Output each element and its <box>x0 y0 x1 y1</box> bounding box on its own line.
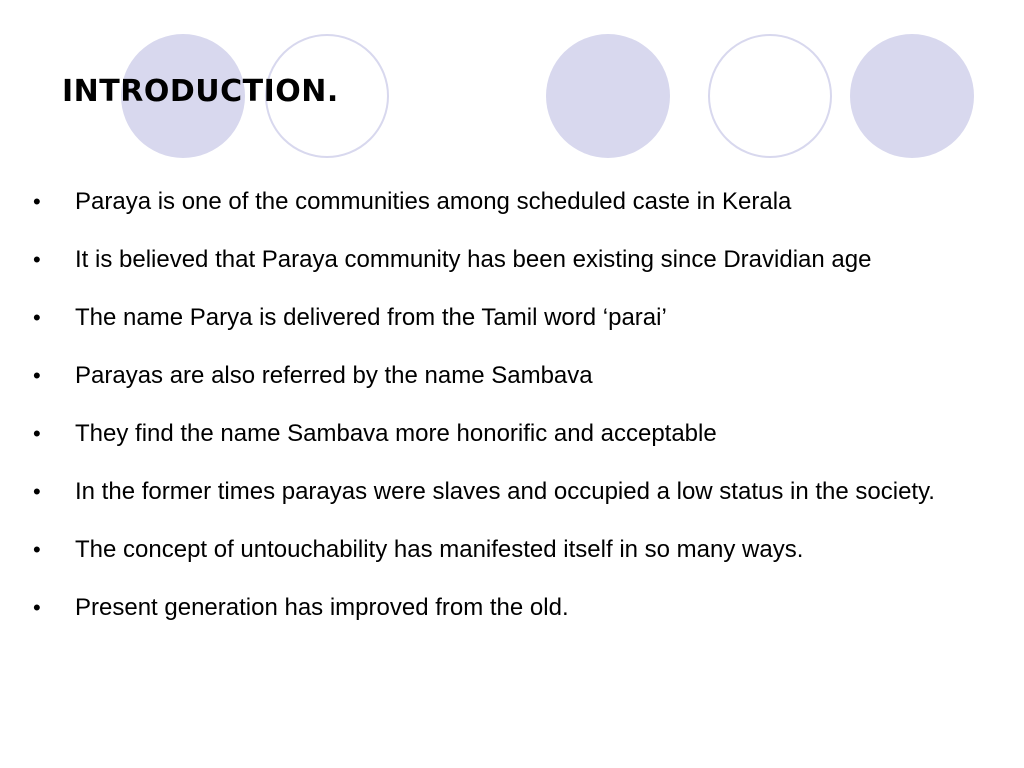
bullet-text: The name Parya is delivered from the Tamil word ‘parai’ <box>75 304 667 331</box>
bullet-dot-icon: • <box>33 479 41 504</box>
bullet-item <box>30 176 936 227</box>
bullet-dot-icon: • <box>33 305 41 330</box>
bullet-text: It is believed that Paraya community has been existing since Dravidian age <box>75 246 872 273</box>
bullet-item <box>30 524 936 575</box>
bullet-dot-icon: • <box>33 537 41 562</box>
bullet-dot-icon: • <box>33 189 41 214</box>
bullet-list <box>30 176 936 640</box>
bullet-dot-icon: • <box>33 363 41 388</box>
bullet-dot-icon: • <box>33 421 41 446</box>
bullet-item <box>30 292 936 343</box>
bullet-text: Present generation has improved from the old. <box>75 594 569 621</box>
bullet-item <box>30 466 936 517</box>
bullet-text: They find the name Sambava more honorific and acceptable <box>75 420 717 447</box>
bullet-item <box>30 582 936 633</box>
bullet-item <box>30 234 936 285</box>
bullet-item <box>30 350 936 401</box>
decorative-circle-filled <box>546 34 670 158</box>
bullet-text: Parayas are also referred by the name Sambava <box>75 362 593 389</box>
bullet-text: Paraya is one of the communities among scheduled caste in Kerala <box>75 188 792 215</box>
slide-title: INTRODUCTION. <box>62 74 339 109</box>
bullet-dot-icon: • <box>33 595 41 620</box>
bullet-item <box>30 408 936 459</box>
decorative-circle-outline <box>708 34 832 158</box>
bullet-dot-icon: • <box>33 247 41 272</box>
bullet-text: In the former times parayas were slaves and occupied a low status in the society. <box>75 478 935 505</box>
decorative-circle-filled <box>850 34 974 158</box>
bullet-text: The concept of untouchability has manifested itself in so many ways. <box>75 536 804 563</box>
